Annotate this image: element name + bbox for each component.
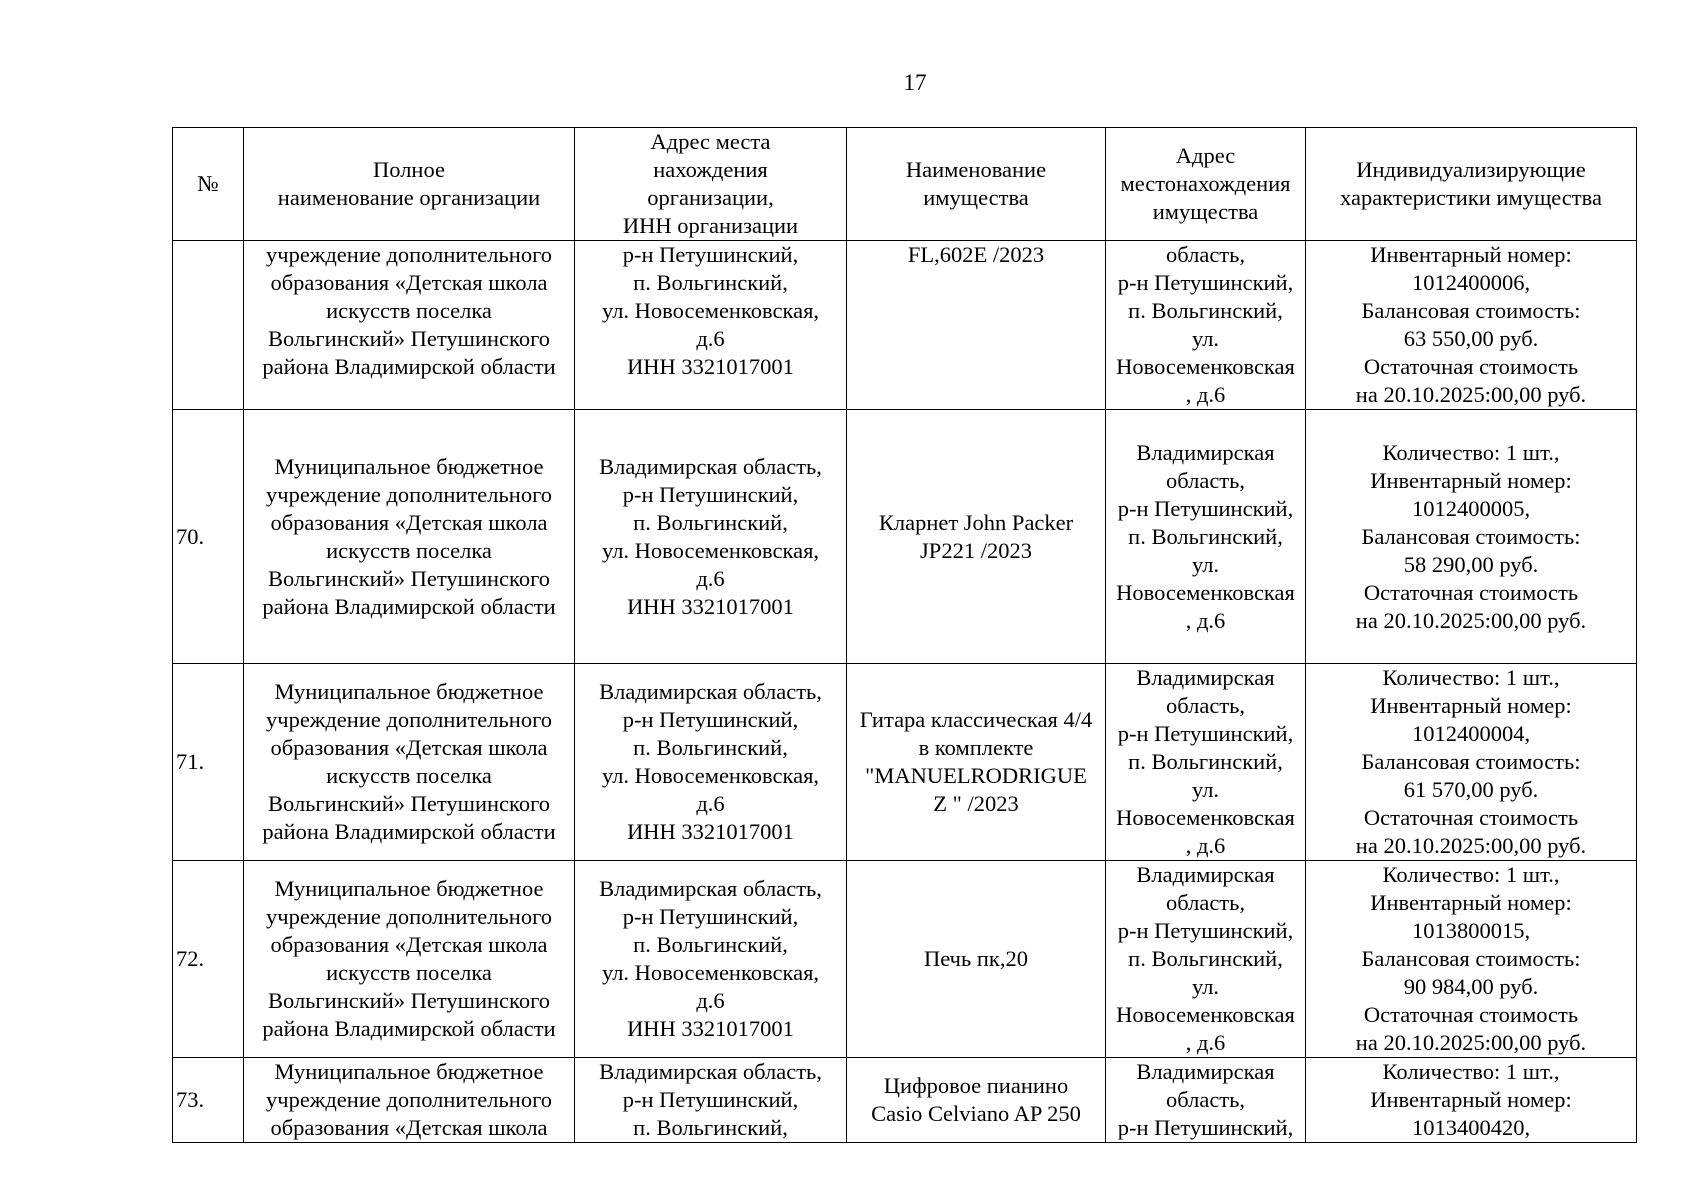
cell-text-line: на 20.10.2025:00,00 руб. [1355,607,1587,633]
property-characteristics [1306,241,1637,410]
cell-text-line: Владимирская [1136,665,1275,690]
cell-text-line: п. Вольгинский, [633,932,788,957]
cell-text-line: искусств поселка [326,960,492,985]
cell-text-line: Остаточная стоимость [1363,1002,1579,1027]
cell-text-line: Z " /2023 [933,791,1019,816]
cell-text-line: Владимирская [1136,1059,1275,1084]
cell-text-line: учреждение дополнительного [266,242,552,267]
organization-name [244,861,575,1058]
cell-text-line: 90 984,00 руб. [1403,974,1539,999]
property-characteristics [1306,1058,1637,1143]
table-row [173,1058,1637,1143]
property-name [847,241,1106,410]
cell-text-line: ул. [1191,777,1220,802]
organization-address [575,664,847,861]
cell-text-line: Количество: 1 шт., [1382,665,1560,690]
cell-text-line: на 20.10.2025:00,00 руб. [1355,833,1587,858]
cell-text-line: ул. [1191,326,1220,351]
cell-text-line: наименование организации [277,185,541,210]
cell-text-line: Балансовая стоимость: [1361,298,1581,323]
cell-text-line: характеристики имущества [1340,185,1602,210]
cell-text-line: нахождения [653,157,768,182]
cell-text-line: искусств поселка [326,537,492,563]
cell-text-line: 1012400004, [1411,721,1531,746]
cell-text-line: 61 570,00 руб. [1403,777,1539,802]
cell-text-line: Муниципальное бюджетное [274,453,544,479]
cell-text-line: ул. Новосеменковская, [601,960,820,985]
cell-text-line: Вольгинский» Петушинского [267,326,550,351]
cell-text-line: д.6 [696,565,725,591]
organization-address [575,861,847,1058]
cell-text-line: р-н Петушинский, [1117,270,1294,295]
cell-text-line: область, [1165,890,1246,915]
cell-text-line: Полное [373,157,445,182]
cell-text-line: ул. Новосеменковская, [601,298,820,323]
cell-text-line: образования «Детская школа [270,735,548,760]
cell-text-line: Вольгинский» Петушинского [267,988,550,1013]
cell-text-line: Новосеменковская [1116,354,1295,379]
property-name [847,861,1106,1058]
cell-text-line: Вольгинский» Петушинского [267,565,550,591]
header-property-address [1106,128,1306,241]
property-name [847,410,1106,664]
cell-text-line: р-н Петушинский, [622,481,799,507]
cell-text-line: область, [1165,693,1246,718]
property-characteristics [1306,861,1637,1058]
cell-text-line: Остаточная стоимость [1363,805,1579,830]
cell-text-line: искусств поселка [326,763,492,788]
cell-text-line: учреждение дополнительного [266,707,552,732]
cell-text-line: учреждение дополнительного [266,904,552,929]
row-number [173,664,244,861]
cell-text-line: р-н Петушинский, [622,1087,799,1112]
cell-text-line: Инвентарный номер: [1370,693,1572,718]
cell-text-line: Количество: 1 шт., [1382,862,1560,887]
cell-text-line: 1013400420, [1411,1115,1531,1140]
cell-text-line: Casio Celviano AP 250 [871,1101,1081,1126]
cell-text-line: ул. Новосеменковская, [601,763,820,788]
row-number [173,410,244,664]
cell-text-line: Цифровое пианино [883,1073,1069,1098]
cell-text-line: п. Вольгинский, [633,1115,788,1140]
cell-text-line: 1012400006, [1411,270,1531,295]
cell-text-line: 1013800015, [1411,918,1531,943]
property-address [1106,410,1306,664]
cell-text-line: ИНН организации [622,213,799,238]
cell-text-line: ул. Новосеменковская, [601,537,820,563]
cell-text-line: р-н Петушинский, [1117,1115,1294,1140]
cell-text-line: Наименование [905,157,1047,182]
property-address [1106,861,1306,1058]
table-row [173,664,1637,861]
cell-text-line: область, [1165,467,1246,493]
header-organization-address [575,128,847,241]
cell-text-line: Остаточная стоимость [1363,579,1579,605]
cell-text-line: FL,602E /2023 [907,242,1045,267]
cell-text-line: Владимирская [1136,439,1275,465]
cell-text-line: Муниципальное бюджетное [274,1059,544,1084]
organization-address [575,410,847,664]
organization-name [244,664,575,861]
cell-text-line: района Владимирской области [262,1016,556,1041]
cell-text-line: , д.6 [1185,607,1226,633]
cell-text-line: п. Вольгинский, [633,270,788,295]
cell-text-line: 63 550,00 руб. [1403,326,1539,351]
row-number [173,1058,244,1143]
cell-text-line: ИНН 3321017001 [627,593,794,619]
row-number [173,241,244,410]
cell-text-line: р-н Петушинский, [1117,721,1294,746]
cell-text-line: д.6 [696,791,725,816]
cell-text-line: Балансовая стоимость: [1361,749,1581,774]
cell-text-line: 58 290,00 руб. [1403,551,1539,577]
cell-text-line: района Владимирской области [262,354,556,379]
cell-text-line: Инвентарный номер: [1370,890,1572,915]
table-header-row [173,128,1637,241]
cell-text-line: района Владимирской области [262,593,556,619]
cell-text-line: имущества [1152,199,1259,224]
cell-text-line: п. Вольгинский, [1128,946,1283,971]
cell-text-line: 1012400005, [1411,495,1531,521]
organization-address [575,1058,847,1143]
cell-text-line: образования «Детская школа [270,1115,548,1140]
cell-text-line: 73. [176,1087,205,1112]
cell-text-line: Новосеменковская [1116,579,1295,605]
property-address [1106,241,1306,410]
cell-text-line: на 20.10.2025:00,00 руб. [1355,382,1587,407]
cell-text-line: учреждение дополнительного [266,481,552,507]
cell-text-line: область, [1165,1087,1246,1112]
cell-text-line: ИНН 3321017001 [627,819,794,844]
cell-text-line: п. Вольгинский, [1128,298,1283,323]
cell-text-line: Муниципальное бюджетное [274,679,544,704]
header-property-characteristics [1306,128,1637,241]
cell-text-line: 71. [176,749,205,774]
cell-text-line: Муниципальное бюджетное [274,876,544,901]
cell-text-line: на 20.10.2025:00,00 руб. [1355,1030,1587,1055]
cell-text-line: организации, [647,185,774,210]
cell-text-line: п. Вольгинский, [1128,523,1283,549]
organization-address [575,241,847,410]
property-name [847,1058,1106,1143]
organization-name [244,410,575,664]
cell-text-line: область, [1165,242,1246,267]
cell-text-line: ул. [1191,974,1220,999]
cell-text-line: , д.6 [1185,833,1226,858]
property-registry-table [172,127,1637,1143]
property-address [1106,664,1306,861]
header-property-name [847,128,1106,241]
cell-text-line: р-н Петушинский, [622,904,799,929]
cell-text-line: д.6 [696,988,725,1013]
cell-text-line: ул. [1191,551,1220,577]
cell-text-line: Гитара классическая 4/4 [859,707,1093,732]
cell-text-line: р-н Петушинский, [622,707,799,732]
cell-text-line: Новосеменковская [1116,805,1295,830]
cell-text-line: № [197,171,219,196]
cell-text-line: Адрес места [650,129,771,154]
cell-text-line: Владимирская [1136,862,1275,887]
cell-text-line: 70. [176,523,205,549]
cell-text-line: Владимирская область, [599,1059,822,1084]
page-number: 17 [903,70,927,95]
cell-text-line: Новосеменковская [1116,1002,1295,1027]
cell-text-line: местонахождения [1120,171,1291,196]
cell-text-line: Владимирская область, [599,453,822,479]
header-organization-name [244,128,575,241]
cell-text-line: Инвентарный номер: [1370,1087,1572,1112]
cell-text-line: Количество: 1 шт., [1382,1059,1560,1084]
cell-text-line: Адрес [1175,143,1236,168]
cell-text-line: р-н Петушинский, [1117,495,1294,521]
cell-text-line: Инвентарный номер: [1370,242,1572,267]
cell-text-line: ИНН 3321017001 [627,1016,794,1041]
cell-text-line: образования «Детская школа [270,270,548,295]
cell-text-line: Печь пк,20 [924,946,1028,971]
table-row [173,410,1637,664]
cell-text-line: Инвентарный номер: [1370,467,1572,493]
property-characteristics [1306,664,1637,861]
cell-text-line: Индивидуализирующие [1356,157,1586,182]
cell-text-line: Владимирская область, [599,876,822,901]
cell-text-line: Количество: 1 шт., [1382,439,1560,465]
cell-text-line: JP221 /2023 [920,537,1032,563]
property-address [1106,1058,1306,1143]
cell-text-line: п. Вольгинский, [633,735,788,760]
table-row [173,861,1637,1058]
property-characteristics [1306,410,1637,664]
cell-text-line: 72. [176,946,205,971]
cell-text-line: Балансовая стоимость: [1361,523,1581,549]
cell-text-line: Вольгинский» Петушинского [267,791,550,816]
organization-name [244,241,575,410]
cell-text-line: Кларнет John Packer [878,509,1074,535]
cell-text-line: образования «Детская школа [270,932,548,957]
cell-text-line: учреждение дополнительного [266,1087,552,1112]
cell-text-line: имущества [923,185,1029,210]
cell-text-line: , д.6 [1185,1030,1226,1055]
cell-text-line: "MANUELRODRIGUE [865,763,1087,788]
cell-text-line: п. Вольгинский, [1128,749,1283,774]
cell-text-line: р-н Петушинский, [622,242,799,267]
header-number [173,128,244,241]
property-name [847,664,1106,861]
cell-text-line: в комплекте [918,735,1034,760]
organization-name [244,1058,575,1143]
cell-text-line: р-н Петушинский, [1117,918,1294,943]
cell-text-line: Балансовая стоимость: [1361,946,1581,971]
cell-text-line: д.6 [696,326,725,351]
cell-text-line: Владимирская область, [599,679,822,704]
cell-text-line: искусств поселка [326,298,492,323]
cell-text-line: ИНН 3321017001 [627,354,794,379]
cell-text-line: Остаточная стоимость [1363,354,1579,379]
cell-text-line: п. Вольгинский, [633,509,788,535]
table-row [173,241,1637,410]
cell-text-line: образования «Детская школа [270,509,548,535]
row-number [173,861,244,1058]
cell-text-line: района Владимирской области [262,819,556,844]
cell-text-line: , д.6 [1185,382,1226,407]
